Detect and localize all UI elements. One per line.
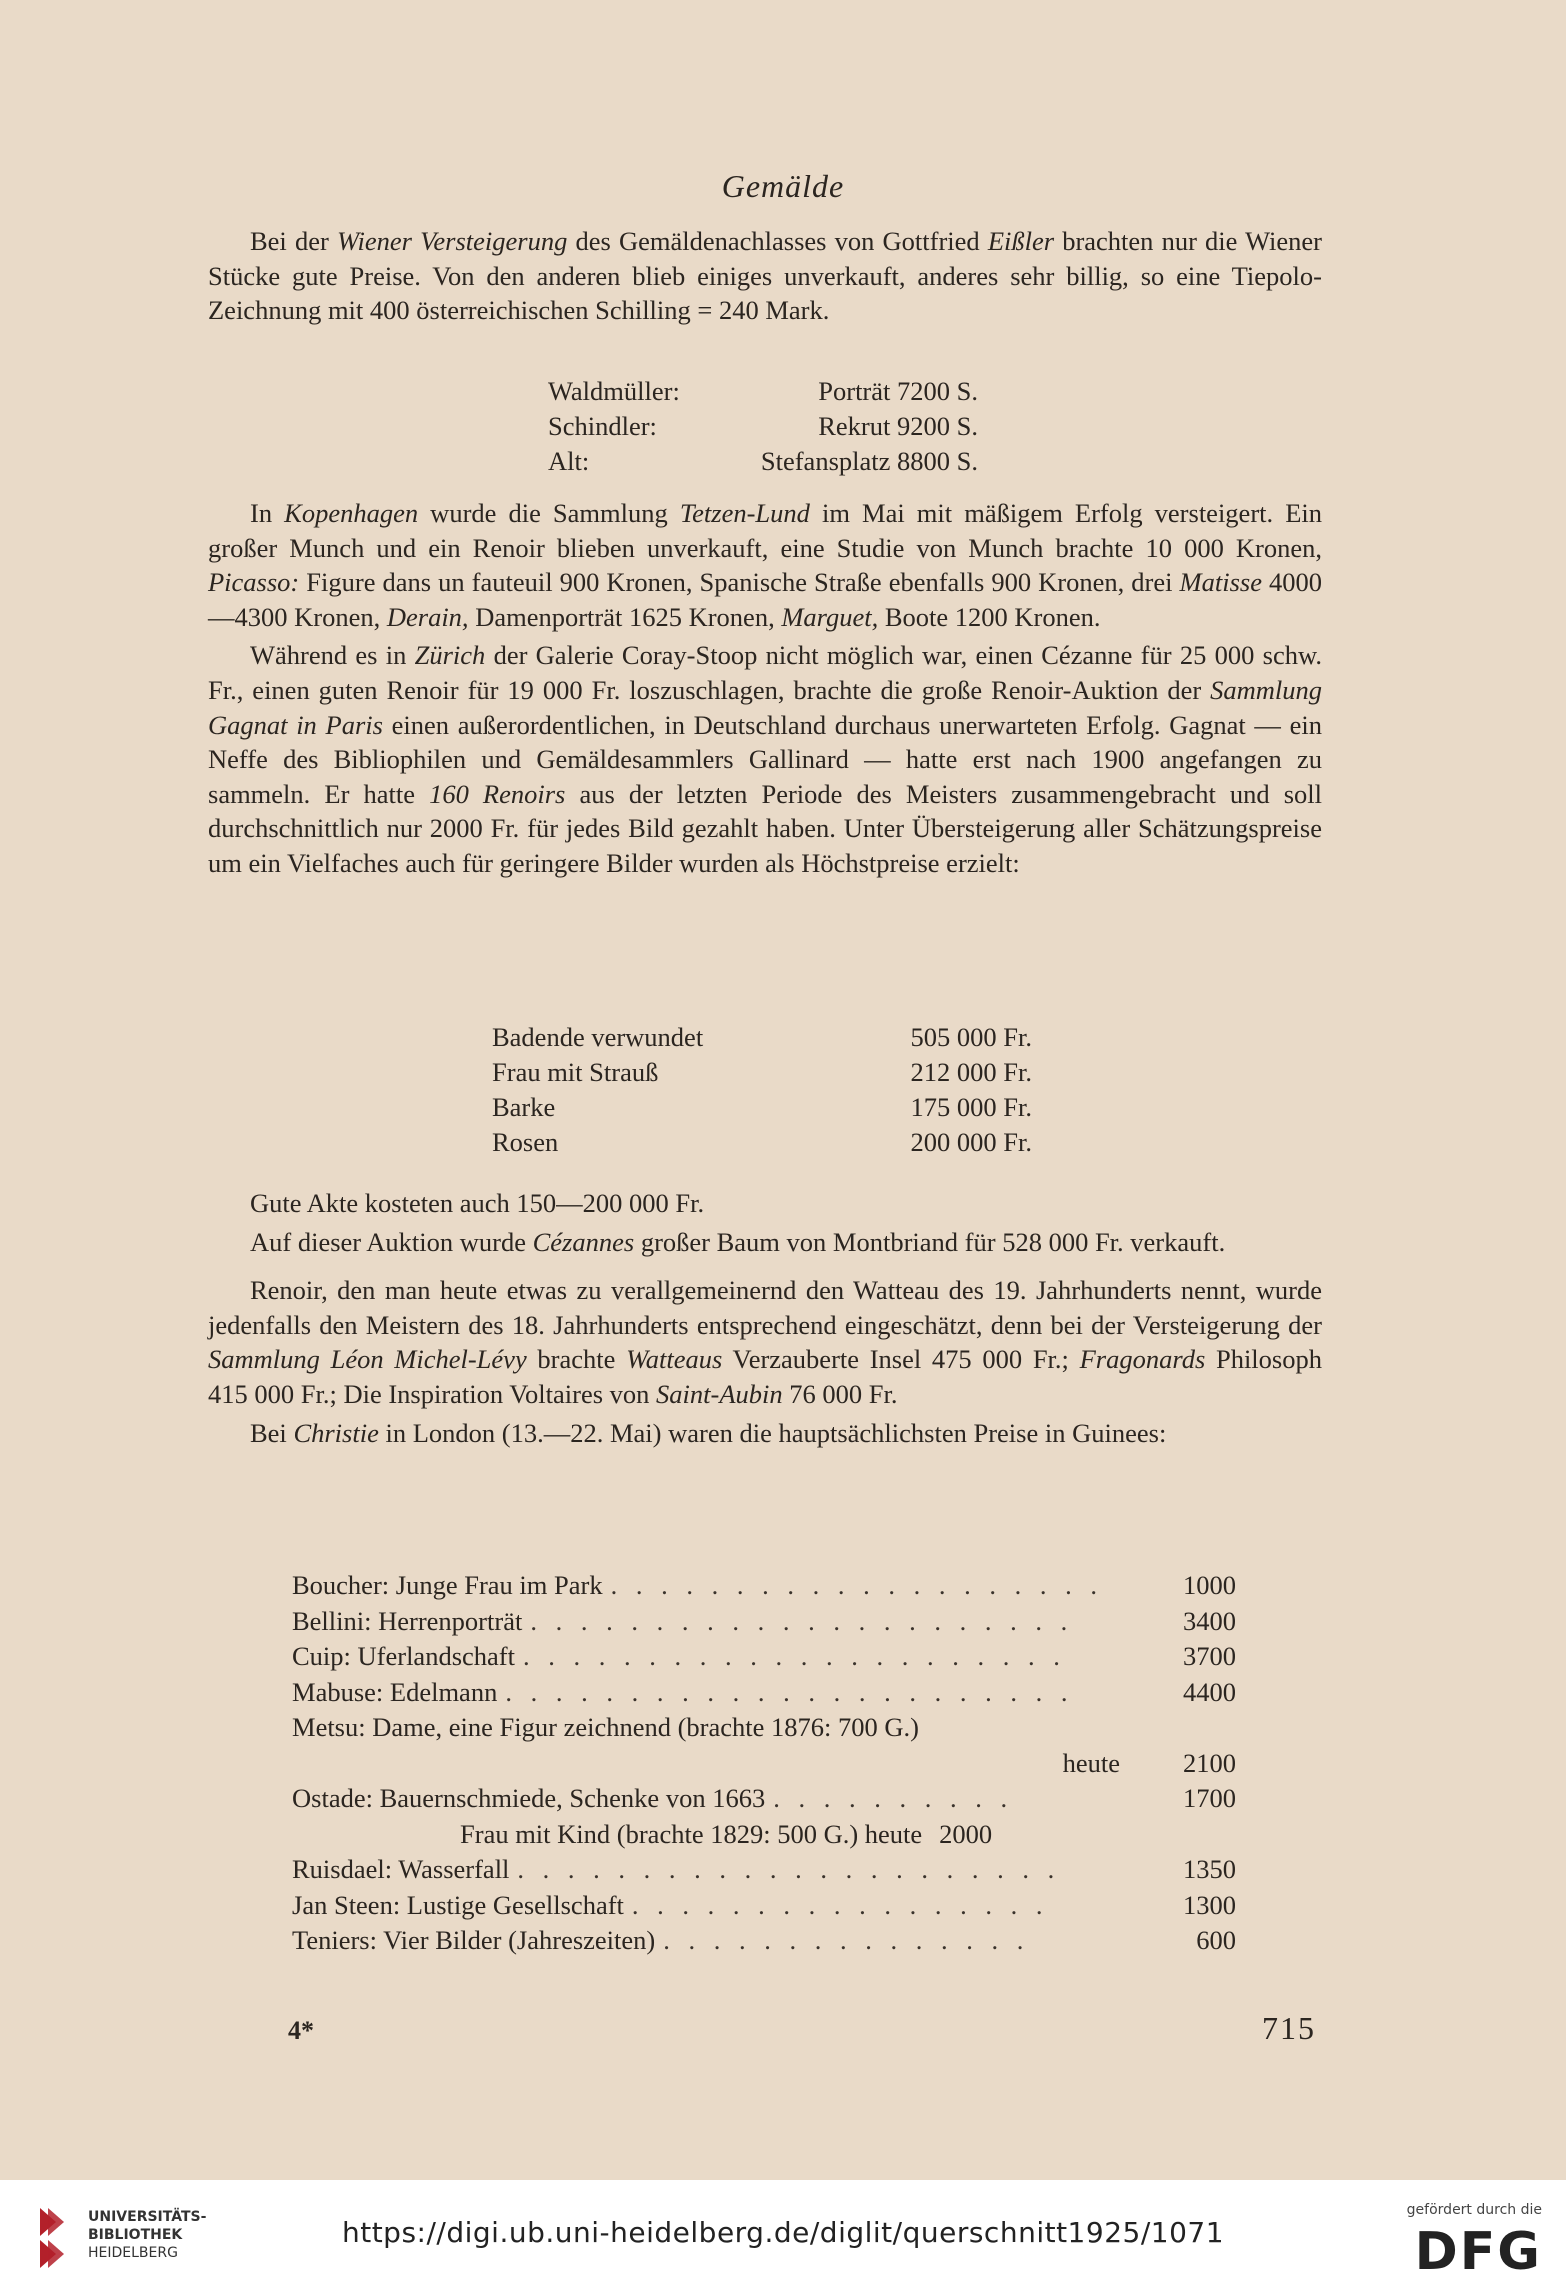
- gagnat-price-table: [492, 1020, 1032, 1160]
- artist-name-cell: Alt:: [548, 446, 590, 476]
- price-label: heute: [1062, 1747, 1120, 1778]
- italic-run: Cézannes: [532, 1226, 635, 1257]
- italic-run: Derain,: [386, 601, 469, 632]
- text-run: 4000—4300 Kronen,: [208, 567, 1322, 632]
- italic-run: Watteaus: [626, 1344, 723, 1375]
- text-run: brachten nur die Wiener Stücke gute Preise. Von den anderen blieb einiges unverkauft, anderes sehr billig, so eine Tiepolo-Zeichnung mit 400 österreichischen Schilling = 240 Mark.: [208, 226, 1323, 326]
- price-value: 3700: [1183, 1641, 1236, 1671]
- list-item: [292, 1854, 1236, 1890]
- text-block-3: [208, 1186, 1322, 1450]
- price-value: 1350: [1183, 1854, 1236, 1884]
- text-block-2: [208, 496, 1322, 881]
- text-run: des Gemäldenachlasses von Gottfried: [567, 226, 988, 256]
- text-run: Renoir, den man heute etwas zu verallgemeinernd den Watteau des 19. Jahrhunderts nennt, wurde jedenfalls den Meistern des 18. Jahrhunderts entsprechend eingeschätzt, denn bei der Versteigerung der: [208, 1275, 1322, 1340]
- leader-dots: . . . . . . . . . . . . . . . . . . . . . .: [530, 1605, 1074, 1636]
- italic-run: Sammlung Léon Michel-Lévy: [208, 1344, 527, 1375]
- table-row: [492, 1020, 1032, 1055]
- italic-run: Eißler: [987, 226, 1055, 256]
- text-run: brachte: [526, 1344, 627, 1375]
- text-run: Auf dieser Auktion wurde: [250, 1226, 533, 1257]
- italic-run: Tetzen-Lund: [679, 498, 810, 528]
- leader-dots: . . . . . . . . . . . . . . . . . . . . . .: [517, 1854, 1061, 1884]
- italic-run: Kopenhagen: [284, 498, 419, 528]
- price-label: Teniers: Vier Bilder (Jahreszeiten): [292, 1925, 656, 1955]
- text-run: Verzauberte Insel 475 000 Fr.;: [722, 1344, 1080, 1375]
- italic-run: Sammlung Gagnat in Paris: [208, 674, 1322, 740]
- text-run: wurde die Sammlung: [418, 498, 680, 528]
- text-block-1: [208, 224, 1322, 328]
- leader-dots: . . . . . . . . . .: [773, 1783, 1014, 1813]
- text-run: Figure dans un fauteuil 900 Kronen, Spanische Straße ebenfalls 900 Kronen, drei: [299, 567, 1180, 598]
- library-name-line2: BIBLIOTHEK: [88, 2227, 183, 2243]
- italic-run: Fragonards: [1079, 1344, 1206, 1375]
- artist-name-cell: Waldmüller:: [548, 376, 680, 406]
- paragraph-akte: [208, 1186, 1322, 1221]
- text-run: Boote 1200 Kronen.: [878, 601, 1101, 632]
- italic-run: Saint-Aubin: [656, 1378, 783, 1409]
- italic-run: Wiener Versteigerung: [336, 226, 568, 256]
- italic-run: Picasso:: [208, 567, 300, 598]
- table-row: [548, 444, 978, 479]
- price-label: Frau mit Kind (brachte 1829: 500 G.) heute: [460, 1818, 923, 1849]
- text-run: Bei der: [250, 226, 337, 256]
- library-name-line1: UNIVERSITÄTS-: [88, 2209, 207, 2225]
- price-label: Ruisdael: Wasserfall: [292, 1854, 510, 1884]
- text-run: Bei: [250, 1417, 294, 1448]
- painting-name-cell: Barke: [492, 1092, 556, 1122]
- price-value: 2000: [939, 1818, 993, 1849]
- text-run: einen außerordentlichen, in Deutschland durchaus unerwarteten Erfolg. Gagnat — ein Neffe des Bibliophilen und Gemäldesammlers Gallinard — hatte erst nach 1900 angefangen zu sammeln. Er hatte: [208, 709, 1322, 809]
- text-run: Gute Akte kosteten auch 150—200 000 Fr.: [250, 1188, 705, 1218]
- table-row: [492, 1125, 1032, 1160]
- text-run: in London (13.—22. Mai) waren die hauptsächlichsten Preise in Guinees:: [378, 1417, 1167, 1448]
- italic-run: Matisse: [1179, 567, 1262, 598]
- paragraph-christie: [208, 1416, 1322, 1451]
- price-value: 600: [1196, 1925, 1236, 1955]
- dfg-logo: DFG: [1414, 2222, 1542, 2282]
- funding-label: gefördert durch die: [1406, 2202, 1542, 2218]
- price-label: Cuip: Uferlandschaft: [292, 1641, 515, 1671]
- text-run: 76 000 Fr.: [782, 1378, 898, 1409]
- list-item: [292, 1819, 1236, 1855]
- artist-value-cell: Porträt 7200 S.: [818, 376, 978, 406]
- italic-run: Christie: [293, 1417, 379, 1448]
- paragraph-kopenhagen: [208, 496, 1322, 634]
- painting-name-cell: Rosen: [492, 1127, 559, 1157]
- leader-dots: . . . . . . . . . . . . . . . . . . . .: [610, 1570, 1103, 1600]
- italic-run: Zürich: [414, 640, 486, 671]
- painting-value-cell: 505 000 Fr.: [910, 1022, 1032, 1052]
- painting-value-cell: 212 000 Fr.: [910, 1057, 1032, 1087]
- signature-mark: 4*: [288, 2016, 314, 2045]
- list-item: [292, 1677, 1236, 1713]
- text-run: Damenporträt 1625 Kronen,: [468, 601, 782, 632]
- text-run: großer Baum von Montbriand für 528 000 Fr. verkauft.: [634, 1226, 1226, 1257]
- library-name-line3: HEIDELBERG: [88, 2245, 178, 2261]
- price-label: Ostade: Bauernschmiede, Schenke von 1663: [292, 1783, 766, 1813]
- table-row: [492, 1090, 1032, 1125]
- artist-name-cell: Schindler:: [548, 411, 657, 441]
- table-row: [548, 374, 978, 409]
- paragraph-wiener: [208, 224, 1322, 328]
- leader-dots: . . . . . . . . . . . . . . . . . . . . . . .: [505, 1676, 1074, 1707]
- leader-dots: . . . . . . . . . . . . . . . . . . . . . .: [522, 1641, 1066, 1671]
- italic-run: 160 Renoirs: [429, 778, 566, 809]
- price-value: 1700: [1183, 1783, 1236, 1813]
- price-value: 3400: [1183, 1605, 1236, 1636]
- text-run: im Mai mit mäßigem Erfolg versteigert. Ein großer Munch und ein Renoir blieben unverkauft, eine Studie von Munch brachte 10 000 Kronen,: [208, 498, 1323, 563]
- price-value: 2100: [1183, 1747, 1236, 1778]
- page-number: 715: [1262, 2010, 1316, 2046]
- price-label: Bellini: Herrenporträt: [292, 1605, 523, 1636]
- painting-name-cell: Badende verwundet: [492, 1022, 704, 1052]
- list-item: [292, 1890, 1236, 1926]
- list-item: [292, 1606, 1236, 1642]
- artist-value-cell: Stefansplatz 8800 S.: [760, 446, 978, 476]
- text-run: Philosoph 415 000 Fr.; Die Inspiration Voltaires von: [208, 1344, 1322, 1409]
- painting-value-cell: 200 000 Fr.: [910, 1127, 1032, 1157]
- paragraph-cezanne: [208, 1225, 1322, 1260]
- italic-run: Marguet,: [781, 601, 879, 632]
- table-row: [548, 409, 978, 444]
- price-value: 1300: [1183, 1889, 1236, 1920]
- list-item: [292, 1748, 1236, 1784]
- section-heading: Gemälde: [721, 168, 845, 204]
- list-item: [292, 1641, 1236, 1677]
- list-item: [292, 1783, 1236, 1819]
- vienna-price-table: [548, 374, 978, 479]
- text-run: der Galerie Coray-Stoop nicht möglich war, einen Cézanne für 25 000 schw. Fr., einen guten Renoir für 19 000 Fr. loszuschlagen, brachte die große Renoir-Auktion der: [208, 640, 1322, 705]
- list-item: [292, 1925, 1236, 1961]
- paragraph-zuerich: [208, 638, 1322, 880]
- price-label: Boucher: Junge Frau im Park: [292, 1570, 603, 1600]
- artist-value-cell: Rekrut 9200 S.: [818, 411, 978, 441]
- price-label: Jan Steen: Lustige Gesellschaft: [292, 1889, 624, 1920]
- list-item: [292, 1570, 1236, 1606]
- viewer-footer: [0, 2180, 1566, 2291]
- painting-value-cell: 175 000 Fr.: [910, 1092, 1032, 1122]
- table-row: [492, 1055, 1032, 1090]
- leader-dots: . . . . . . . . . . . . . . . . .: [631, 1889, 1049, 1920]
- list-item: [292, 1712, 1236, 1748]
- christie-price-list: [292, 1570, 1236, 1961]
- text-run: Während es in: [250, 640, 415, 671]
- text-run: aus der letzten Periode des Meisters zusammengebracht und soll durchschnittlich nur 2000 Fr. für jedes Bild gezahlt haben. Unter Übersteigerung aller Schätzungspreise um ein Vielfaches auch für geringere Bilder wurden als Höchstpreise erzielt:: [208, 778, 1323, 878]
- price-value: 4400: [1183, 1676, 1236, 1707]
- paragraph-renoir: [208, 1273, 1322, 1411]
- price-label: Mabuse: Edelmann: [292, 1676, 498, 1707]
- text-run: In: [250, 498, 285, 528]
- price-value: 1000: [1183, 1570, 1236, 1600]
- leader-dots: . . . . . . . . . . . . . . .: [663, 1925, 1030, 1955]
- price-label: Metsu: Dame, eine Figur zeichnend (brachte 1876: 700 G.): [292, 1712, 919, 1742]
- painting-name-cell: Frau mit Strauß: [492, 1057, 659, 1087]
- permalink-url[interactable]: https://digi.ub.uni-heidelberg.de/diglit/querschnitt1925/1071: [341, 2216, 1225, 2249]
